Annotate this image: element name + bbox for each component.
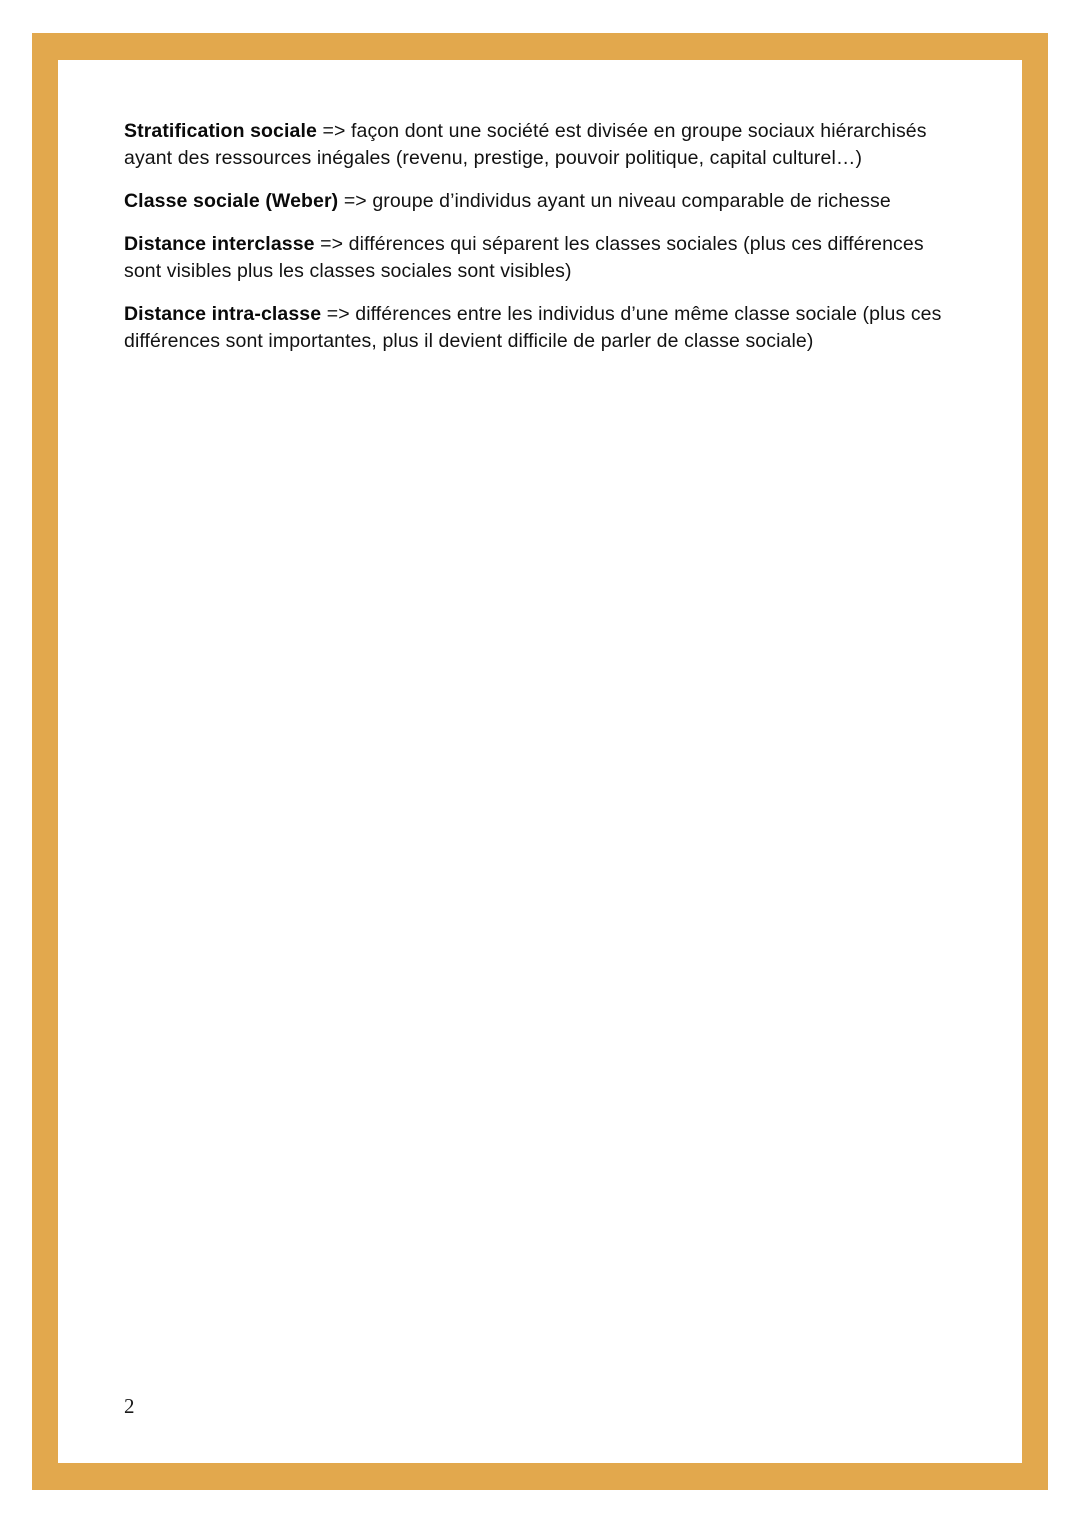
page-border-frame [32, 33, 1048, 1490]
definition-text: groupe d’individus ayant un niveau comparable de richesse [372, 190, 891, 212]
definition-text: façon dont une société est divisée en groupe sociaux hiérarchisés ayant des ressources inégales (revenu, prestige, pouvoir politique, capital culturel…) [124, 120, 927, 169]
definition-paragraph [124, 118, 952, 172]
definition-text: différences qui séparent les classes sociales (plus ces différences sont visibles plus les classes sociales sont visibles) [124, 233, 924, 282]
document-page [58, 60, 1022, 1463]
term-label: Classe sociale (Weber) [124, 190, 339, 212]
term-label: Distance intra-classe [124, 303, 322, 325]
definition-paragraph [124, 301, 952, 355]
definition-text: différences entre les individus d’une même classe sociale (plus ces différences sont importantes, plus il devient difficile de parler de classe sociale) [124, 303, 942, 352]
term-label: Stratification sociale [124, 120, 317, 142]
term-label: Distance interclasse [124, 233, 315, 255]
arrow-symbol: => [322, 120, 346, 142]
arrow-symbol: => [326, 303, 350, 325]
page-content [58, 60, 1022, 355]
page-number: 2 [124, 1394, 135, 1418]
arrow-symbol: => [343, 190, 367, 212]
arrow-symbol: => [320, 233, 344, 255]
definition-paragraph [124, 188, 952, 215]
definition-paragraph [124, 231, 952, 285]
